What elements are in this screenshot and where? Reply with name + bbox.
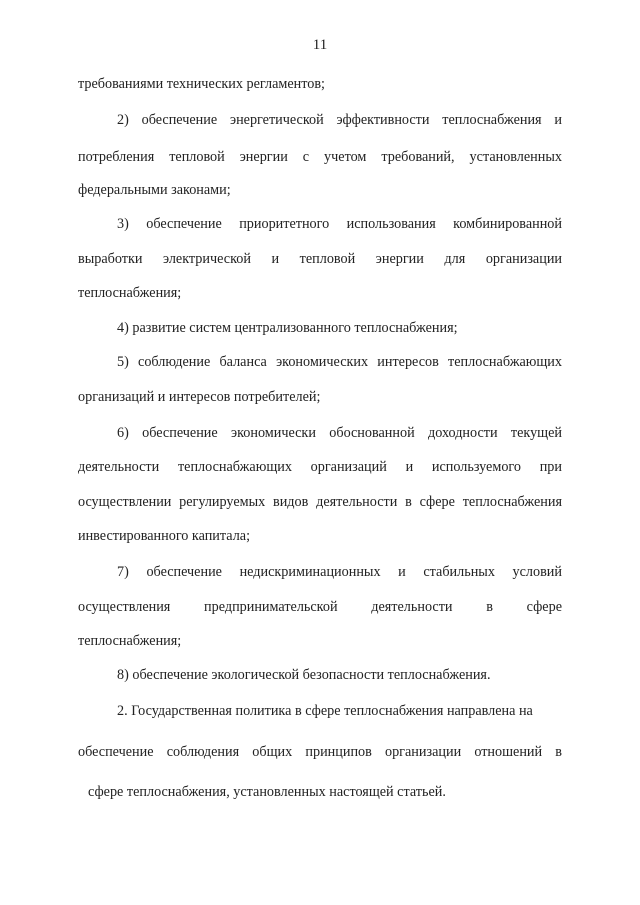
text-line: сфере теплоснабжения, установленных настоящей статьей.: [88, 784, 446, 800]
text-line: деятельности теплоснабжающих организаций и используемого при: [78, 459, 562, 475]
text-line: 7) обеспечение недискриминационных и стабильных условий: [117, 564, 562, 580]
text-line: 5) соблюдение баланса экономических интересов теплоснабжающих: [117, 354, 562, 370]
text-line: требованиями технических регламентов;: [78, 76, 325, 92]
text-line: 8) обеспечение экологической безопасности теплоснабжения.: [117, 667, 491, 683]
text-line: осуществления предпринимательской деятельности в сфере: [78, 599, 562, 615]
text-line: федеральными законами;: [78, 182, 231, 198]
text-line: 3) обеспечение приоритетного использования комбинированной: [117, 216, 562, 232]
page-number: 11: [312, 37, 328, 53]
text-line: потребления тепловой энергии с учетом требований, установленных: [78, 149, 562, 165]
text-line: инвестированного капитала;: [78, 528, 251, 544]
text-line: теплоснабжения;: [78, 285, 182, 301]
text-line: 4) развитие систем централизованного теплоснабжения;: [117, 320, 458, 336]
text-line: обеспечение соблюдения общих принципов организации отношений в: [78, 744, 562, 760]
text-line: 2. Государственная политика в сфере теплоснабжения направлена на: [117, 703, 533, 719]
text-line: теплоснабжения;: [78, 633, 182, 649]
text-line: выработки электрической и тепловой энергии для организации: [78, 251, 562, 267]
text-line: 2) обеспечение энергетической эффективности теплоснабжения и: [117, 112, 562, 128]
text-line: организаций и интересов потребителей;: [78, 389, 321, 405]
text-line: осуществлении регулируемых видов деятельности в сфере теплоснабжения: [78, 494, 562, 510]
text-line: 6) обеспечение экономически обоснованной доходности текущей: [117, 425, 562, 441]
